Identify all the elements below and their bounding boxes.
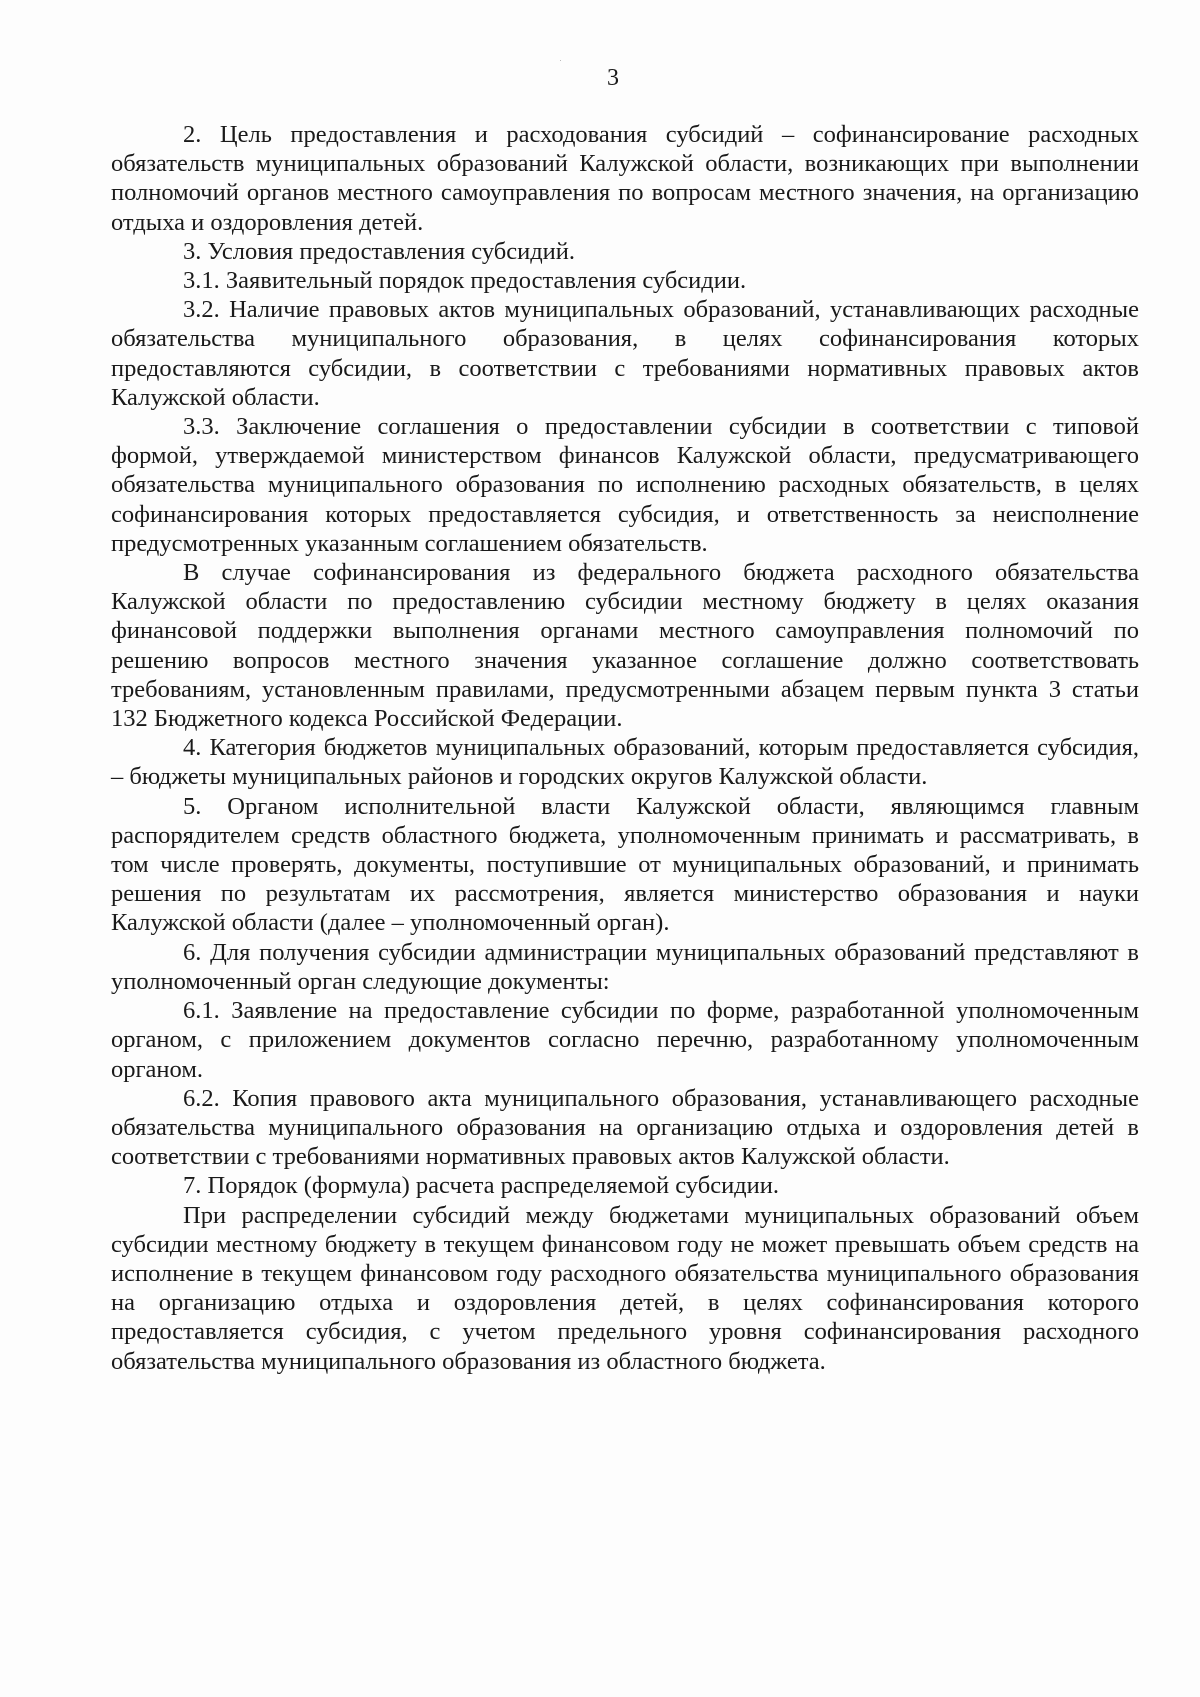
- paragraph-6-1: 6.1. Заявление на предоставление субсидии по форме, разработанной уполномоченным органом, с приложением документов согласно перечню, разработанному уполномоченным органом.: [111, 997, 1139, 1083]
- paragraph-6-2: 6.2. Копия правового акта муниципального образования, устанавливающего расходные обязательства муниципального образования на организацию отдыха и оздоровления детей в соответствии с требованиями нормативных правовых актов Калужской области.: [111, 1084, 1139, 1171]
- paragraph-4-budget-category: 4. Категория бюджетов муниципальных образований, которым предоставляется субсидия, – бюджеты муниципальных районов и городских округов Калужской области.: [111, 734, 1139, 791]
- paragraph-3-1: 3.1. Заявительный порядок предоставления субсидии.: [183, 267, 747, 295]
- scan-speck: [560, 60, 561, 61]
- paragraph-3-2: 3.2. Наличие правовых актов муниципальных образований, устанавливающих расходные обязательства муниципального образования, в целях софинансирования которых предоставляются субсидии, в соответствии с требованиями нормативных правовых актов Калужской области.: [111, 296, 1139, 411]
- paragraph-3-3: 3.3. Заключение соглашения о предоставлении субсидии в соответствии с типовой формой, утверждаемой министерством финансов Калужской области, предусматривающего обязательства муниципального образования по исполнению расходных обязательств, в целях софинансирования которых предоставляется субсидия, и ответственность за неисполнение предусмотренных указанным соглашением обязательств.: [111, 413, 1139, 557]
- paragraph-2-purpose: 2. Цель предоставления и расходования субсидий – софинансирование расходных обязательств муниципальных образований Калужской области, возникающих при выполнении полномочий органов местного самоуправления по вопросам местного значения, на организацию отдыха и оздоровления детей.: [111, 121, 1139, 236]
- paragraph-7-formula: 7. Порядок (формула) расчета распределяемой субсидии.: [183, 1172, 779, 1200]
- paragraph-5-executive-body: 5. Органом исполнительной власти Калужской области, являющимся главным распорядителем средств областного бюджета, уполномоченным принимать и рассматривать, в том числе проверять, документы, поступившие от муниципальных образований, и принимать решения по результатам их рассмотрения, является министерство образования и науки Калужской области (далее – уполномоченный орган).: [111, 792, 1139, 937]
- paragraph-6-documents: 6. Для получения субсидии администрации муниципальных образований представляют в уполномоченный орган следующие документы:: [111, 938, 1139, 995]
- paragraph-federal-cofinancing: В случае софинансирования из федерального бюджета расходного обязательства Калужской области по предоставлению субсидии местному бюджету в целях оказания финансовой поддержки выполнения органами местного самоуправления полномочий по решению вопросов местного значения указанное соглашение должно соответствовать требованиям, установленным правилами, предусмотренными абзацем первым пункта 3 статьи 132 Бюджетного кодекса Российской Федерации.: [111, 559, 1139, 733]
- paragraph-distribution: При распределении субсидий между бюджетами муниципальных образований объем субсидии местному бюджету в текущем финансовом году не может превышать объем средств на исполнение в текущем финансовом году расходного обязательства муниципального образования на организацию отдыха и оздоровления детей, в целях софинансирования которого предоставляется субсидия, с учетом предельного уровня софинансирования расходного обязательства муниципального образования из областного бюджета.: [111, 1201, 1139, 1375]
- paragraph-3-conditions: 3. Условия предоставления субсидий.: [183, 237, 576, 265]
- page-number: 3: [607, 65, 619, 91]
- document-body: [111, 120, 1139, 1376]
